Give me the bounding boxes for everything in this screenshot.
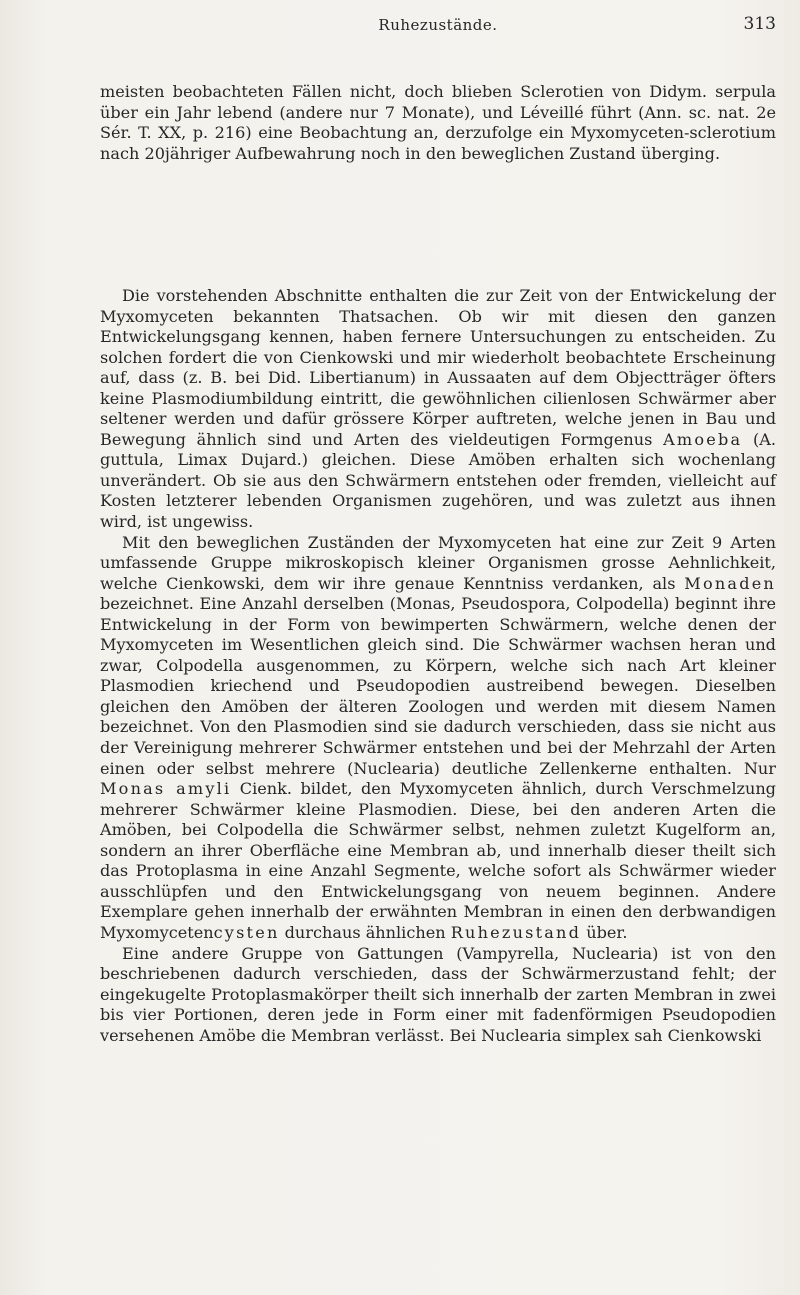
paragraph-entwickelung: [100, 286, 776, 533]
paragraph-vampyrella: Eine andere Gruppe von Gattungen (Vampyrella, Nuclearia) ist von den beschriebenen dadurch verschieden, dass der Schwärmerzustand fehlt; der eingekugelte Protoplasmakörper theilt sich innerhalb der zarten Membran in zwei bis vier Portionen, deren jede in Form einer mit fadenförmigen Pseudopodien versehenen Amöbe die Membran verlässt. Bei Nuclearia simplex sah Cienkowski: [100, 943, 776, 1045]
emphasis-ruhezustand: Ruhezustand: [450, 922, 582, 942]
running-head: Ruhezustände.: [378, 16, 498, 34]
emphasis-monaden: Monaden: [684, 573, 776, 593]
emphasis-monas-amyli: Monas amyli: [100, 779, 232, 799]
paragraph-text: Mit den beweglichen Zuständen der Myxomyceten hat eine zur Zeit 9 Arten umfassende Gruppe mikroskopisch kleiner Organismen grosse Aehnlichkeit, welche Cienkowski, dem wir ihre genaue Kenntniss verdanken, als: [100, 532, 776, 593]
page-header: [100, 14, 776, 38]
paragraph-monaden: [100, 533, 776, 944]
page-number: 313: [743, 14, 776, 34]
paragraph-continuation: meisten beobachteten Fällen nicht, doch blieben Sclerotien von Didym. serpula über ein Jahr lebend (andere nur 7 Monate), und Léveillé führt (Ann. sc. nat. 2e Sér. T. XX, p. 216) eine Beobachtung an, derzufolge ein Myxomyceten-sclerotium nach 20jähriger Aufbewahrung noch in den beweglichen Zustand überging.: [100, 82, 776, 163]
emphasis-amoeba: Amoeba: [663, 429, 743, 449]
paragraph-text: Die vorstehenden Abschnitte enthalten die zur Zeit von der Entwickelung der Myxomyceten bekannten Thatsachen. Ob wir mit diesen den ganzen Entwickelungsgang kennen, haben fernere Untersuchungen zu entscheiden. Zu solchen fordert die von Cienkowski und mir wiederholt beobachtete Erscheinung auf, dass (z. B. bei Did. Libertianum) in Aussaaten auf dem Objectträger öfters keine Plasmodiumbildung eintritt, die gewöhnlichen cilienlosen Schwärmer aber seltener werden und dafür grössere Körper auftreten, welche jenen in Bau und Bewegung ähnlich sind und Arten des vieldeutigen Formgenus: [100, 286, 776, 449]
text-block-top: [100, 82, 776, 164]
emphasis-cysten: cysten: [213, 922, 280, 942]
paragraph-text: über.: [581, 922, 628, 942]
paragraph-text: (A. guttula, Limax Dujard.) gleichen. Diese Amöben erhalten sich wochenlang unverändert. Ob sie aus den Schwärmern entstehen oder fremden, vielleicht auf Kosten letzterer lebenden Organismen zugehören, und was zuletzt aus ihnen wird, ist ungewiss.: [100, 429, 776, 532]
text-block-main: [100, 286, 776, 1046]
paragraph-text: Cienk. bildet, den Myxomyceten ähnlich, durch Verschmelzung mehrerer Schwärmer kleine Plasmodien. Diese, bei den anderen Arten die Amöben, bei Colpodella die Schwärmer selbst, nehmen zuletzt Kugelform an, sondern an ihrer Oberfläche eine Membran ab, und innerhalb dieser theilt sich das Protoplasma in eine Anzahl Segmente, welche sofort als Schwärmer wieder ausschlüpfen und den Entwickelungsgang von neuem beginnen. Andere Exemplare gehen innerhalb der erwähnten Membran in einen den derbwandigen Myxomyceten: [100, 779, 776, 942]
paragraph-text: bezeichnet. Eine Anzahl derselben (Monas, Pseudospora, Colpodella) beginnt ihre Entwickelung in der Form von bewimperten Schwärmern, welche denen der Myxomyceten im Wesentlichen gleich sind. Die Schwärmer wachsen heran und zwar, Colpodella ausgenommen, zu Körpern, welche sich nach Art kleiner Plasmodien kriechend und Pseudopodien austreibend bewegen. Dieselben gleichen den Amöben der älteren Zoologen und werden mit diesem Namen bezeichnet. Von den Plasmodien sind sie dadurch verschieden, dass sie nicht aus der Vereinigung mehrerer Schwärmer entstehen und bei der Mehrzahl der Arten einen oder selbst mehrere (Nuclearia) deutliche Zellenkerne enthalten. Nur: [100, 594, 776, 778]
paragraph-text: durchaus ähnlichen: [279, 922, 451, 942]
